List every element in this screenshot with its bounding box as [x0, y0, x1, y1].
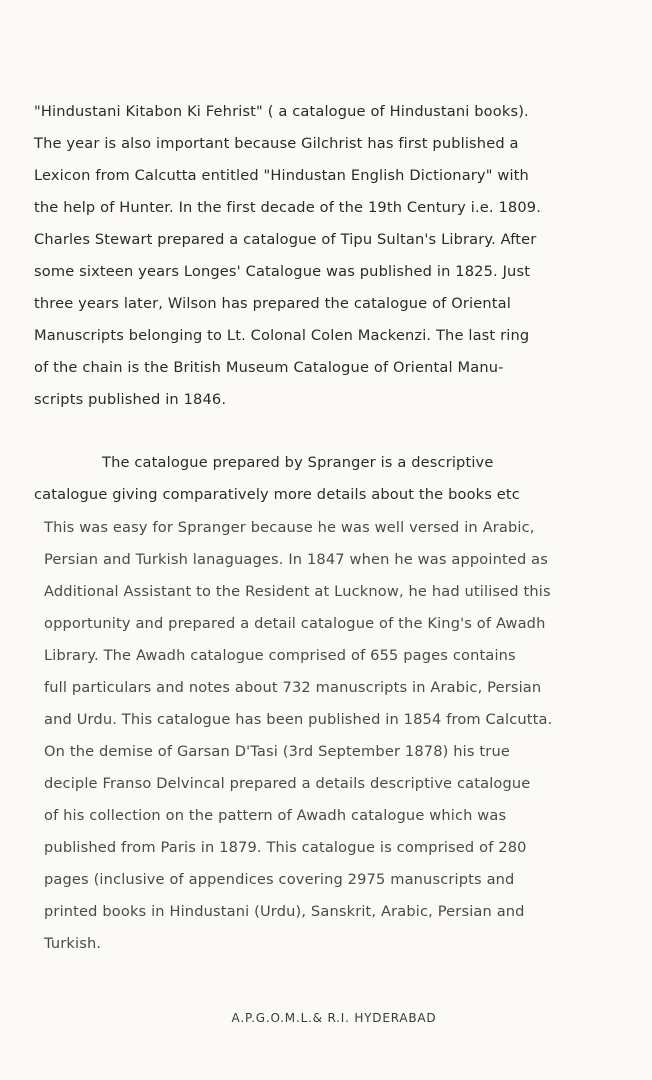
text-line: Library. The Awadh catalogue comprised of 655 pages contains	[44, 647, 516, 664]
text-line: some sixteen years Longes' Catalogue was published in 1825. Just	[34, 263, 531, 280]
paragraph-3	[44, 512, 606, 960]
text-line: This was easy for Spranger because he was well versed in Arabic,	[44, 519, 535, 536]
text-line: deciple Franso Delvincal prepared a details descriptive catalogue	[44, 775, 531, 792]
text-line: of his collection on the pattern of Awadh catalogue which was	[44, 807, 507, 824]
text-line: three years later, Wilson has prepared the catalogue of Oriental	[34, 295, 511, 312]
text-line: of the chain is the British Museum Catalogue of Oriental Manu-	[34, 359, 504, 376]
footer-text: A.P.G.O.M.L.& R.I. HYDERABAD	[231, 1011, 437, 1025]
text-line: Additional Assistant to the Resident at Lucknow, he had utilised this	[44, 583, 551, 600]
text-line: scripts published in 1846.	[34, 391, 227, 408]
text-line: Manuscripts belonging to Lt. Colonal Colen Mackenzi. The last ring	[34, 327, 530, 344]
text-line: pages (inclusive of appendices covering 2975 manuscripts and	[44, 871, 515, 888]
paragraph-1	[34, 96, 600, 416]
paragraph-2	[34, 447, 600, 511]
text-line: On the demise of Garsan D'Tasi (3rd September 1878) his true	[44, 743, 510, 760]
text-line: "Hindustani Kitabon Ki Fehrist" ( a catalogue of Hindustani books).	[34, 103, 529, 120]
text-line: full particulars and notes about 732 manuscripts in Arabic, Persian	[44, 679, 542, 696]
text-line: catalogue giving comparatively more details about the books etc	[34, 486, 520, 503]
text-line: The catalogue prepared by Spranger is a descriptive	[102, 454, 494, 471]
text-line: The year is also important because Gilchrist has first published a	[34, 135, 519, 152]
page-footer	[0, 1011, 652, 1025]
text-line: Lexicon from Calcutta entitled "Hindustan English Dictionary" with	[34, 167, 529, 184]
text-line: Persian and Turkish lanaguages. In 1847 when he was appointed as	[44, 551, 549, 568]
text-line: opportunity and prepared a detail catalogue of the King's of Awadh	[44, 615, 546, 632]
text-line: printed books in Hindustani (Urdu), Sanskrit, Arabic, Persian and	[44, 903, 525, 920]
text-line: Turkish.	[44, 935, 102, 952]
text-line: and Urdu. This catalogue has been published in 1854 from Calcutta.	[44, 711, 553, 728]
text-line: Charles Stewart prepared a catalogue of Tipu Sultan's Library. After	[34, 231, 537, 248]
text-line: the help of Hunter. In the first decade of the 19th Century i.e. 1809.	[34, 199, 541, 216]
text-line: published from Paris in 1879. This catalogue is comprised of 280	[44, 839, 527, 856]
